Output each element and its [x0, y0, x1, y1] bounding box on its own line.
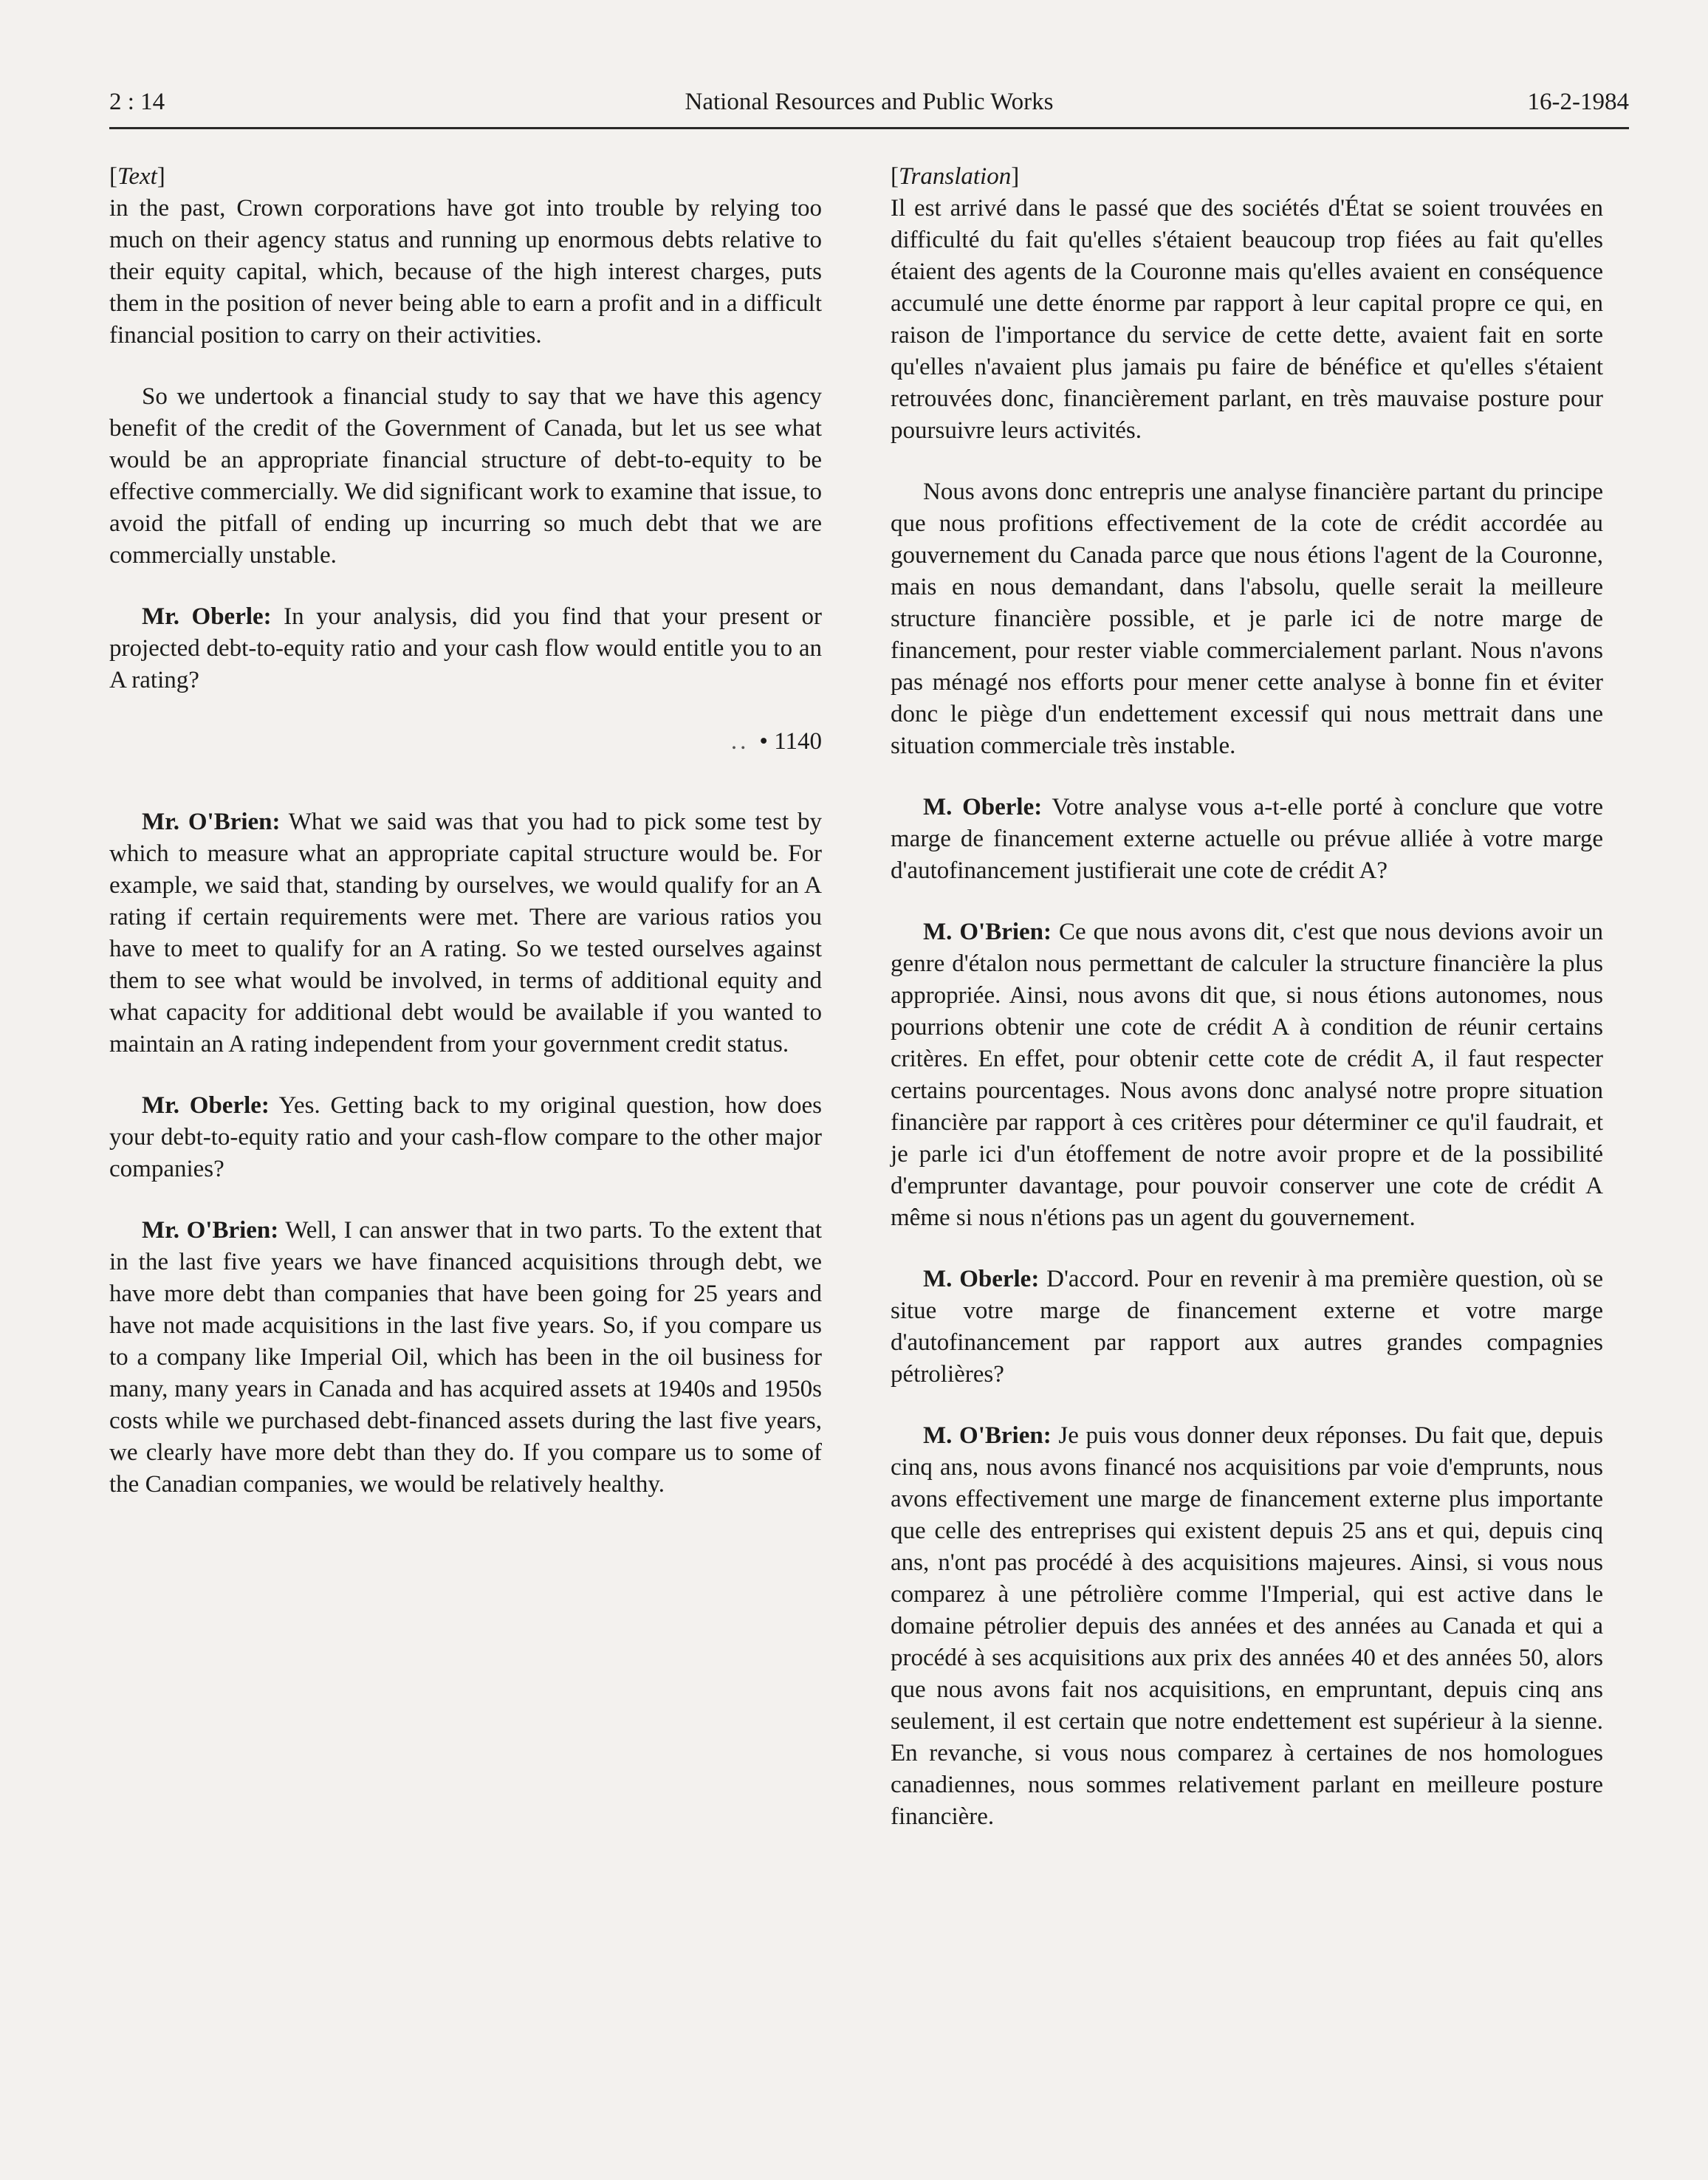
- speaker-paragraph: [109, 1215, 822, 1501]
- french-column: [891, 161, 1603, 1862]
- english-column: [109, 161, 822, 1530]
- time-marker: [109, 726, 822, 758]
- speech-text: What we said was that you had to pick some test by which to measure what an appropriate capital structure would be. For example, we said that, standing by ourselves, we would qualify for an A rating if certain requirements were met. There are various ratios you have to meet to qualify for an A rating. So we tested ourselves against them to see what would be involved, in terms of additional equity and what capacity for additional debt would be available if you wanted to maintain an A rating independent from your government credit status.: [109, 809, 823, 1058]
- speaker-name: M. O'Brien:: [923, 1422, 1052, 1449]
- label-bracket-open: [: [891, 163, 899, 190]
- dot-separator: ..: [730, 728, 750, 755]
- speaker-name: Mr. Oberle:: [142, 603, 272, 630]
- label-bracket-close: ]: [157, 163, 165, 190]
- label-word: Translation: [899, 163, 1012, 190]
- time-marker-text: • 1140: [759, 728, 822, 755]
- label-word: Text: [117, 163, 157, 190]
- publication-title: National Resources and Public Works: [685, 89, 1054, 115]
- speaker-paragraph: [109, 601, 822, 696]
- speaker-name: Mr. O'Brien:: [142, 1217, 279, 1244]
- page-number: 2 : 14: [109, 89, 165, 115]
- speech-text: Votre analyse vous a-t-elle porté à conclure que votre marge de financement externe actuelle ou prévue alliée à votre marge d'autofinancement justifierait une cote de crédit A?: [891, 794, 1603, 884]
- speaker-name: Mr. O'Brien:: [142, 809, 281, 835]
- paragraph: Nous avons donc entrepris une analyse financière partant du principe que nous profitions effectivement de la cote de crédit accordée au gouvernement du Canada parce que nous étions l'agent de la Couronne, mais en nous demandant, dans l'absolu, quelle serait la meilleure structure financière possible, et je parle ici de notre marge de financement, pour rester viable commercialement parlant. Nous n'avons pas ménagé nos efforts pour mener cette analyse à bonne fin et éviter donc le piège d'un endettement excessif qui nous mettrait dans une situation commerciale très instable.: [891, 479, 1603, 759]
- speaker-name: M. Oberle:: [923, 1266, 1040, 1292]
- paragraph: Il est arrivé dans le passé que des sociétés d'État se soient trouvées en difficulté du fait qu'elles s'étaient beaucoup trop fiées au fait qu'elles étaient des agents de la Couronne mais qu'elles avaient en conséquence accumulé une dette énorme par rapport à leur capital propre ce qui, en raison de l'importance du service de cette dette, avaient fait en sorte qu'elles n'avaient plus jamais pu faire de bénéfice et qu'elles s'étaient retrouvées donc, financièrement parlant, en très mauvaise posture pour poursuivre leurs activités.: [891, 195, 1603, 444]
- speaker-paragraph: [109, 806, 822, 1060]
- paragraph: in the past, Crown corporations have got into trouble by relying too much on their agency status and running up enormous debts relative to their equity capital, which, because of the high interest charges, puts them in the position of never being able to earn a profit and in a difficult financial position to carry on their activities.: [109, 195, 822, 349]
- label-bracket-close: ]: [1011, 163, 1020, 190]
- speech-text: Well, I can answer that in two parts. To the extent that in the last five years we have financed acquisitions through debt, we have more debt than companies that have been going for 25 years and have not made acquisitions in the last five years. So, if you compare us to a company like Imperial Oil, which has been in the oil business for many, many years in Canada and has acquired assets at 1940s and 1950s costs while we purchased debt-financed assets during the last five years, we clearly have more debt than they do. If you compare us to some of the Canadian companies, we would be relatively healthy.: [109, 1217, 822, 1498]
- speech-text: Je puis vous donner deux réponses. Du fait que, depuis cinq ans, nous avons financé nos acquisitions par voie d'emprunts, nous avons effectivement une marge de financement externe plus importante que celle des entreprises qui existent depuis 25 ans et qui, depuis cinq ans, n'ont pas procédé à des acquisitions majeures. Ainsi, si vous nous comparez à une pétrolière comme l'Imperial, qui est active dans le domaine pétrolier depuis des années et des années au Canada et qui a procédé à ses acquisitions aux prix des années 40 et des années 50, alors que nous avons fait nos acquisitions, en empruntant, depuis cinq ans seulement, il est certain que notre endettement est supérieur à la sienne. En revanche, si vous nous comparez à certaines de nos homologues canadiennes, nous sommes relativement parlant en meilleure posture financière.: [891, 1422, 1603, 1830]
- speech-text: In your analysis, did you find that your present or projected debt-to-equity ratio and your cash flow would entitle you to an A rating?: [109, 603, 822, 693]
- publication-date: 16-2-1984: [1527, 89, 1629, 115]
- speech-text: Ce que nous avons dit, c'est que nous devions avoir un genre d'étalon nous permettant de calculer la structure financière la plus appropriée. Ainsi, nous avons dit que, si nous étions autonomes, nous pourrions obtenir une cote de crédit A à condition de réunir certains critères. En effet, pour obtenir cette cote de crédit A, il faut respecter certains pourcentages. Nous avons donc analysé notre propre situation financière par rapport à ces critères pour déterminer ce qu'il faudrait, et je parle ici d'un étoffement de notre avoir propre et de la possibilité d'emprunter davantage, pour pouvoir conserver une cote de crédit A même si nous n'étions pas un agent du gouvernement.: [891, 919, 1603, 1231]
- speaker-name: M. Oberle:: [923, 794, 1043, 820]
- speaker-paragraph: [891, 916, 1603, 1234]
- speaker-paragraph: [891, 1264, 1603, 1391]
- speaker-name: Mr. Oberle:: [142, 1092, 270, 1119]
- speaker-paragraph: [891, 792, 1603, 887]
- label-bracket-open: [: [109, 163, 117, 190]
- speech-text: D'accord. Pour en revenir à ma première question, où se situe votre marge de financement externe et votre marge d'autofinancement par rapport aux autres grandes compagnies pétrolières?: [891, 1266, 1603, 1388]
- page-header: [109, 83, 1629, 129]
- column-label-translation: [891, 161, 1603, 193]
- speaker-paragraph: [891, 1420, 1603, 1833]
- speaker-paragraph: [109, 1090, 822, 1185]
- column-label-text: [109, 161, 822, 193]
- speaker-name: M. O'Brien:: [923, 919, 1052, 945]
- paragraph: So we undertook a financial study to say that we have this agency benefit of the credit of the Government of Canada, but let us see what would be an appropriate financial structure of debt-to-equity to be effective commercially. We did significant work to examine that issue, to avoid the pitfall of ending up incurring so much debt that we are commercially unstable.: [109, 383, 822, 569]
- speech-text: Yes. Getting back to my original question, how does your debt-to-equity ratio and your cash-flow compare to the other major companies?: [109, 1092, 822, 1182]
